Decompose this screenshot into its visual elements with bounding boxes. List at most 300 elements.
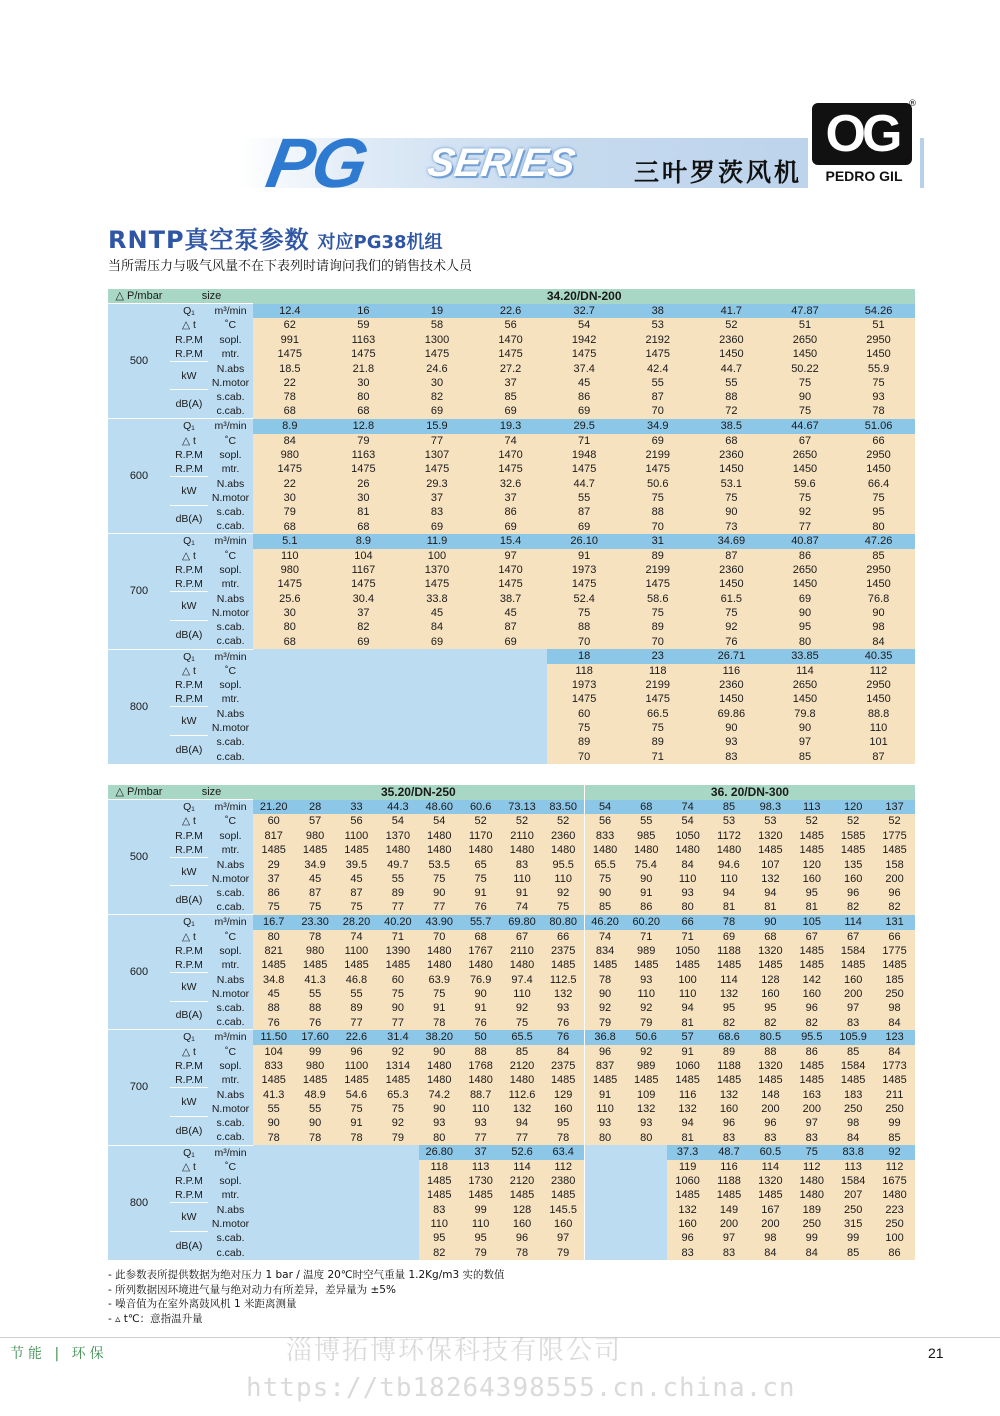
data-cell: 1485	[791, 958, 832, 973]
row-unit: s.cab.	[208, 1231, 253, 1245]
data-cell	[474, 664, 548, 678]
data-cell: 84	[750, 1246, 791, 1260]
data-cell: 82	[708, 1015, 749, 1030]
data-cell: 75	[621, 721, 695, 735]
data-cell	[400, 750, 474, 764]
data-cell: 61.5	[695, 592, 769, 606]
data-cell: 1170	[460, 829, 501, 843]
data-cell: 1475	[547, 462, 621, 477]
table-row	[108, 973, 915, 987]
data-cell: 1485	[791, 944, 832, 958]
data-cell: 980	[253, 448, 327, 462]
data-cell: 75	[253, 900, 294, 915]
row-unit: s.cab.	[208, 1001, 253, 1015]
data-cell: 2650	[768, 448, 842, 462]
pressure-header: △ P/mbar	[108, 289, 170, 304]
row-group-label: kW	[170, 362, 208, 390]
row-unit: ˚C	[208, 814, 253, 828]
data-cell: 80	[584, 1130, 625, 1145]
data-cell	[253, 1160, 294, 1174]
data-cell: 71	[377, 930, 418, 944]
data-cell: 78	[584, 973, 625, 987]
data-cell: 1480	[791, 1188, 832, 1203]
data-cell: 91	[460, 886, 501, 900]
data-cell: 114	[708, 973, 749, 987]
data-cell: 33.8	[400, 592, 474, 606]
data-cell: 105.9	[832, 1030, 873, 1045]
row-unit: c.cab.	[208, 634, 253, 649]
data-cell: 66	[543, 930, 584, 944]
model-header-right: 36. 20/DN-300	[584, 785, 915, 800]
data-cell: 88.8	[842, 707, 916, 721]
data-cell: 52	[543, 814, 584, 828]
data-cell: 92	[584, 1001, 625, 1015]
data-cell: 73.13	[501, 800, 542, 815]
data-cell: 2950	[842, 448, 916, 462]
data-cell: 1100	[336, 829, 377, 843]
data-cell: 45	[474, 606, 548, 620]
data-cell: 75	[695, 491, 769, 505]
data-cell: 1480	[419, 944, 460, 958]
data-cell: 23.30	[294, 915, 335, 930]
data-cell: 160	[791, 872, 832, 886]
data-cell: 55	[626, 814, 667, 828]
data-cell: 88	[294, 1001, 335, 1015]
data-cell: 90	[419, 1045, 460, 1059]
data-cell: 1470	[474, 563, 548, 577]
data-cell: 16	[327, 304, 401, 319]
table-row	[108, 606, 915, 620]
data-cell: 50.6	[621, 477, 695, 491]
data-cell: 83	[832, 1015, 873, 1030]
data-cell: 1485	[584, 958, 625, 973]
data-cell: 85	[708, 800, 749, 815]
data-cell: 90	[768, 721, 842, 735]
data-cell: 70	[621, 519, 695, 534]
table-row	[108, 721, 915, 735]
pressure-value: 800	[108, 649, 170, 764]
note-item: - 所列数据因环境进气量与绝对动力有所差异，差异量为 ±5%	[108, 1283, 396, 1296]
data-cell: 92	[377, 1116, 418, 1130]
table-row	[108, 649, 915, 664]
data-cell: 120	[791, 858, 832, 872]
data-cell: 71	[626, 930, 667, 944]
data-cell: 75	[768, 376, 842, 390]
data-cell	[336, 1246, 377, 1260]
data-cell: 75	[584, 872, 625, 886]
table-row	[108, 1217, 915, 1231]
data-cell: 90	[584, 987, 625, 1001]
data-cell: 1475	[327, 462, 401, 477]
data-cell: 1450	[842, 692, 916, 707]
data-cell: 112	[874, 1160, 915, 1174]
data-cell: 96	[667, 1231, 708, 1245]
data-cell: 83	[501, 858, 542, 872]
row-unit: N.abs	[208, 858, 253, 872]
data-cell: 118	[419, 1160, 460, 1174]
data-cell: 110	[626, 987, 667, 1001]
data-cell: 112	[842, 664, 916, 678]
data-cell: 75	[791, 1145, 832, 1160]
data-cell: 78	[294, 930, 335, 944]
data-cell: 96	[791, 1001, 832, 1015]
data-cell: 60.6	[460, 800, 501, 815]
row-unit: c.cab.	[208, 1015, 253, 1030]
data-cell: 30	[327, 376, 401, 390]
row-unit: s.cab.	[208, 1116, 253, 1130]
table-row	[108, 1130, 915, 1145]
table-row	[108, 304, 915, 319]
data-cell	[294, 1174, 335, 1188]
data-cell: 45	[400, 606, 474, 620]
row-unit: ˚C	[208, 930, 253, 944]
data-cell	[327, 692, 401, 707]
table-row	[108, 462, 915, 477]
data-cell: 79	[584, 1015, 625, 1030]
data-cell: 22.6	[336, 1030, 377, 1045]
footer-slogan: 节能 | 环保	[10, 1346, 108, 1362]
data-cell: 70	[547, 750, 621, 764]
data-cell: 1485	[832, 1073, 873, 1088]
table-row	[108, 1059, 915, 1073]
table-row	[108, 829, 915, 843]
data-cell: 29.5	[547, 419, 621, 434]
data-cell: 1480	[460, 843, 501, 858]
watermark-url: https://tb18264398555.cn.china.cn	[246, 1373, 796, 1403]
data-cell: 69	[327, 634, 401, 649]
data-cell	[327, 750, 401, 764]
data-cell: 37	[400, 491, 474, 505]
data-cell: 57	[667, 1030, 708, 1045]
data-cell: 43.90	[419, 915, 460, 930]
data-cell: 1188	[708, 1174, 749, 1188]
data-cell: 74	[584, 930, 625, 944]
row-group-label: kW	[170, 477, 208, 505]
table-row	[108, 620, 915, 634]
data-cell: 30	[400, 376, 474, 390]
row-group-label: kW	[170, 858, 208, 886]
row-unit: mtr.	[208, 1188, 253, 1203]
data-cell: 50.22	[768, 362, 842, 376]
data-cell: 991	[253, 333, 327, 347]
row-unit: N.motor	[208, 721, 253, 735]
page-subtitle: 当所需压力与吸气风量不在下表列时请询问我们的销售技术人员	[108, 259, 473, 274]
data-cell	[377, 1203, 418, 1217]
row-unit: m³/min	[208, 534, 253, 549]
row-group-label: kW	[170, 1088, 208, 1116]
data-cell: 33.85	[768, 649, 842, 664]
table-row	[108, 915, 915, 930]
data-cell: 48.9	[294, 1088, 335, 1102]
data-cell	[336, 1174, 377, 1188]
row-group-label: dB(A)	[170, 620, 208, 649]
data-cell: 1320	[750, 829, 791, 843]
data-cell	[253, 692, 327, 707]
data-cell: 1485	[294, 958, 335, 973]
data-cell: 25.6	[253, 592, 327, 606]
data-cell	[253, 1217, 294, 1231]
data-cell: 78	[336, 1130, 377, 1145]
data-cell: 76	[543, 1030, 584, 1045]
table-row	[108, 563, 915, 577]
data-cell: 37	[474, 491, 548, 505]
data-cell: 2950	[842, 563, 916, 577]
data-cell	[253, 664, 327, 678]
data-cell: 1485	[253, 843, 294, 858]
data-cell: 77	[377, 900, 418, 915]
size-header: size	[170, 785, 253, 800]
data-cell: 62	[253, 318, 327, 332]
row-unit: m³/min	[208, 304, 253, 319]
data-cell: 54	[547, 318, 621, 332]
data-cell	[253, 735, 327, 749]
data-cell: 90	[768, 606, 842, 620]
data-cell: 1942	[547, 333, 621, 347]
data-cell: 94	[708, 886, 749, 900]
data-cell: 96	[501, 1231, 542, 1245]
data-cell: 1485	[253, 958, 294, 973]
data-cell: 1480	[419, 829, 460, 843]
data-cell: 980	[294, 944, 335, 958]
data-cell	[584, 1160, 625, 1174]
data-cell	[626, 1246, 667, 1260]
data-cell	[400, 649, 474, 664]
data-cell: 95	[842, 505, 916, 519]
data-cell: 1485	[708, 1188, 749, 1203]
data-cell: 110	[667, 872, 708, 886]
data-cell: 96	[708, 1116, 749, 1130]
data-cell: 89	[621, 735, 695, 749]
row-unit: s.cab.	[208, 505, 253, 519]
data-cell: 1390	[377, 944, 418, 958]
data-cell: 1480	[377, 843, 418, 858]
data-cell: 28	[294, 800, 335, 815]
data-cell: 1485	[294, 1073, 335, 1088]
data-cell: 1050	[667, 944, 708, 958]
data-cell: 47.87	[768, 304, 842, 319]
data-cell: 69	[708, 930, 749, 944]
data-cell: 109	[626, 1088, 667, 1102]
data-cell: 56	[336, 814, 377, 828]
data-cell	[400, 707, 474, 721]
data-cell: 79	[327, 434, 401, 448]
data-cell: 1485	[253, 1073, 294, 1088]
data-cell: 90	[419, 886, 460, 900]
data-cell: 37	[460, 1145, 501, 1160]
data-cell	[253, 707, 327, 721]
data-cell: 37	[327, 606, 401, 620]
data-cell: 65.5	[584, 858, 625, 872]
data-cell: 1060	[667, 1059, 708, 1073]
data-cell: 1475	[253, 577, 327, 592]
data-cell: 145.5	[543, 1203, 584, 1217]
data-cell: 100	[874, 1231, 915, 1245]
data-cell	[327, 721, 401, 735]
data-cell: 94.6	[708, 858, 749, 872]
row-label: R.P.M	[170, 1073, 208, 1088]
data-cell: 183	[832, 1088, 873, 1102]
data-cell: 99	[832, 1231, 873, 1245]
data-cell: 1480	[501, 843, 542, 858]
data-cell: 1475	[400, 347, 474, 362]
data-cell: 70	[547, 634, 621, 649]
row-group-label: dB(A)	[170, 1231, 208, 1259]
row-unit: N.abs	[208, 707, 253, 721]
data-cell: 211	[874, 1088, 915, 1102]
data-cell: 96	[584, 1045, 625, 1059]
size-header: size	[170, 289, 253, 304]
row-unit: ˚C	[208, 549, 253, 563]
table-row	[108, 1030, 915, 1045]
data-cell: 95	[791, 886, 832, 900]
table-row	[108, 1174, 915, 1188]
data-cell: 110	[667, 987, 708, 1001]
data-cell: 93	[842, 390, 916, 404]
data-cell: 821	[253, 944, 294, 958]
data-cell	[253, 649, 327, 664]
data-cell: 19	[400, 304, 474, 319]
data-cell: 114	[768, 664, 842, 678]
data-cell: 80	[626, 1130, 667, 1145]
data-cell: 24.6	[400, 362, 474, 376]
data-cell: 116	[708, 1160, 749, 1174]
data-cell: 132	[501, 1102, 542, 1116]
data-cell: 75	[842, 376, 916, 390]
data-cell: 59	[327, 318, 401, 332]
data-cell: 92	[626, 1001, 667, 1015]
data-cell	[584, 1217, 625, 1231]
data-cell	[377, 1246, 418, 1260]
data-cell: 59.6	[768, 477, 842, 491]
data-cell: 1485	[419, 1174, 460, 1188]
series-word: SERIES	[424, 141, 578, 185]
data-cell: 75	[336, 900, 377, 915]
table-row	[108, 944, 915, 958]
data-cell: 34.9	[294, 858, 335, 872]
data-cell: 79	[377, 1130, 418, 1145]
data-cell: 45	[294, 872, 335, 886]
row-unit: ˚C	[208, 1045, 253, 1059]
row-group-label: dB(A)	[170, 390, 208, 419]
data-cell: 92	[768, 505, 842, 519]
data-cell: 63.4	[543, 1145, 584, 1160]
row-label: R.P.M	[170, 1174, 208, 1188]
data-cell: 94	[667, 1116, 708, 1130]
data-cell: 80	[253, 620, 327, 634]
data-cell: 1485	[791, 1073, 832, 1088]
data-cell: 50	[460, 1030, 501, 1045]
data-cell: 82	[419, 1246, 460, 1260]
table-row	[108, 318, 915, 332]
data-cell: 82	[791, 1015, 832, 1030]
data-cell: 33	[336, 800, 377, 815]
data-cell: 80	[419, 1130, 460, 1145]
data-cell: 90	[695, 721, 769, 735]
data-cell: 1475	[400, 577, 474, 592]
data-cell	[294, 1217, 335, 1231]
data-cell: 160	[750, 987, 791, 1001]
data-cell: 88	[460, 1045, 501, 1059]
data-cell: 95	[460, 1231, 501, 1245]
row-label: △ t	[170, 664, 208, 678]
table-row	[108, 404, 915, 419]
row-unit: s.cab.	[208, 620, 253, 634]
data-cell: 1480	[501, 1073, 542, 1088]
data-cell	[626, 1203, 667, 1217]
data-cell: 19.3	[474, 419, 548, 434]
data-cell: 90	[768, 390, 842, 404]
data-cell: 97	[474, 549, 548, 563]
data-cell: 1100	[336, 1059, 377, 1073]
data-cell: 85	[874, 1130, 915, 1145]
data-cell: 82	[400, 390, 474, 404]
data-cell: 42.4	[621, 362, 695, 376]
data-cell: 1163	[327, 333, 401, 347]
data-cell: 1188	[708, 1059, 749, 1073]
data-cell: 84	[791, 1246, 832, 1260]
table-row	[108, 886, 915, 900]
data-cell: 83	[400, 505, 474, 519]
data-cell: 1320	[750, 944, 791, 958]
data-cell: 200	[708, 1217, 749, 1231]
data-cell: 93	[584, 1116, 625, 1130]
data-cell: 75	[419, 872, 460, 886]
data-cell: 1485	[832, 958, 873, 973]
data-cell: 83.8	[832, 1145, 873, 1160]
data-cell: 52	[791, 814, 832, 828]
table-row	[108, 678, 915, 692]
row-label: R.P.M	[170, 448, 208, 462]
data-cell: 1475	[400, 462, 474, 477]
data-cell: 21.20	[253, 800, 294, 815]
data-cell	[327, 707, 401, 721]
data-cell: 77	[460, 1130, 501, 1145]
row-label: R.P.M	[170, 563, 208, 577]
data-cell: 110	[419, 1217, 460, 1231]
data-cell: 1973	[547, 678, 621, 692]
data-cell: 16.7	[253, 915, 294, 930]
data-cell: 86	[768, 549, 842, 563]
data-cell: 2360	[543, 829, 584, 843]
data-cell: 26.80	[419, 1145, 460, 1160]
data-cell: 116	[695, 664, 769, 678]
data-cell	[584, 1174, 625, 1188]
data-cell: 1475	[621, 347, 695, 362]
data-cell: 78	[294, 1130, 335, 1145]
row-group-label: kW	[170, 707, 208, 735]
table-row	[108, 519, 915, 534]
table-row	[108, 900, 915, 915]
row-unit: m³/min	[208, 1145, 253, 1160]
data-cell: 112	[791, 1160, 832, 1174]
table-row	[108, 958, 915, 973]
table-row	[108, 1160, 915, 1174]
table-row	[108, 800, 915, 815]
data-cell: 45	[336, 872, 377, 886]
data-cell: 79	[626, 1015, 667, 1030]
table-row	[108, 1231, 915, 1245]
data-cell: 76	[460, 1015, 501, 1030]
data-cell	[253, 721, 327, 735]
data-cell: 1172	[708, 829, 749, 843]
data-cell: 200	[832, 987, 873, 1001]
data-cell: 93	[543, 1001, 584, 1015]
data-cell: 90	[750, 915, 791, 930]
data-cell: 71	[547, 434, 621, 448]
data-cell: 185	[874, 973, 915, 987]
data-cell: 132	[543, 987, 584, 1001]
data-cell: 75	[419, 987, 460, 1001]
